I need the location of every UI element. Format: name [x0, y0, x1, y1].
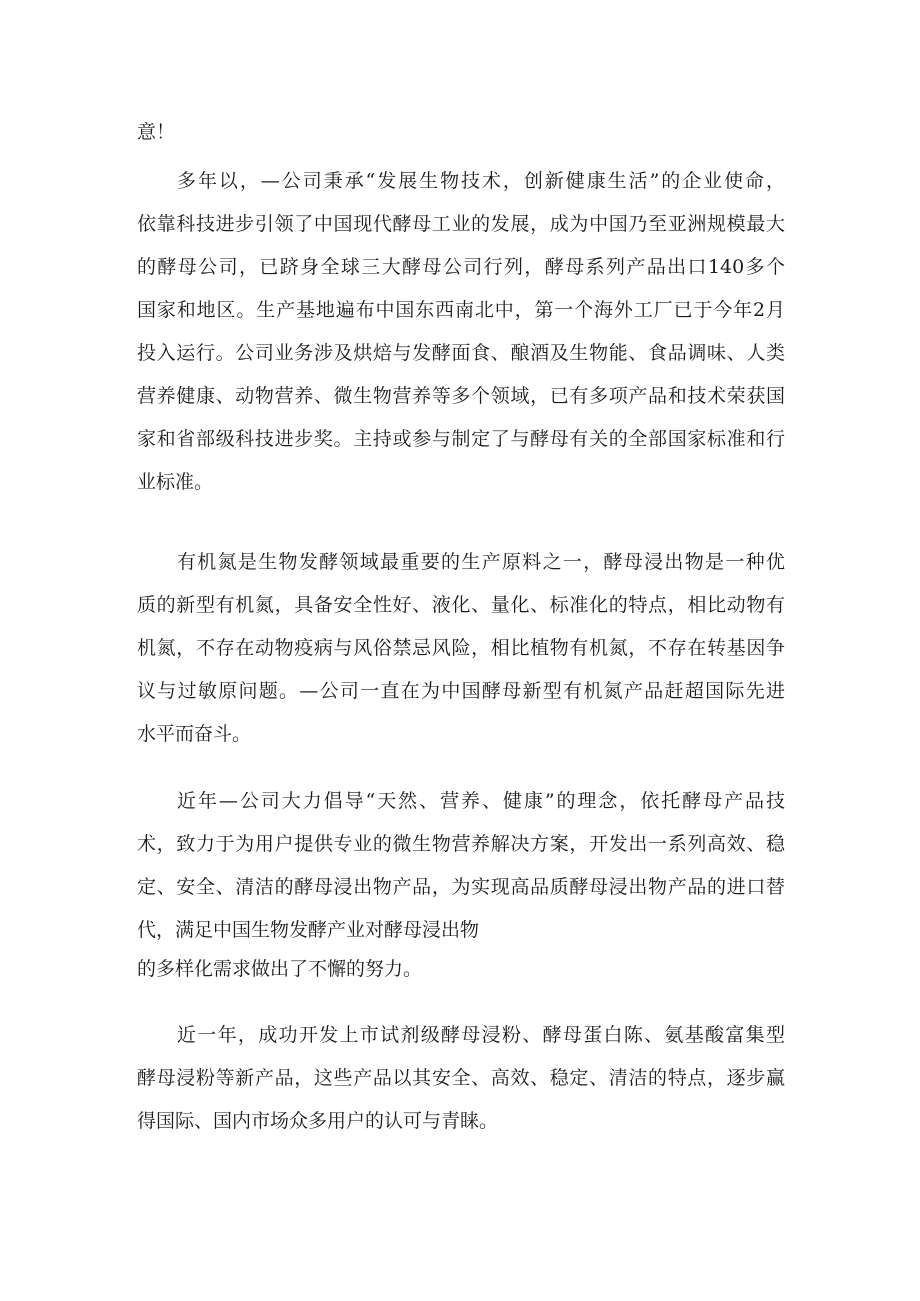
text-line: 质的新型有机氮，具备安全性好、液化、量化、标准化的特点，相比动物有 [137, 594, 785, 616]
text-line: 代，满足中国生物发酵产业对酵母浸出物 [137, 919, 480, 941]
text-line: 投入运行。公司业务涉及烘焙与发酵面食、酿酒及生物能、食品调味、人类 [137, 342, 785, 364]
text-line: 有机氮是生物发酵领域最重要的生产原料之一，酵母浸出物是一种优 [177, 551, 785, 573]
text-line: 水平而奋斗。 [137, 723, 252, 745]
text-line: 定、安全、清洁的酵母浸出物产品，为实现高品质酵母浸出物产品的进口替 [137, 876, 785, 898]
text-line: 营养健康、动物营养、微生物营养等多个领域，已有多项产品和技术荣获国 [137, 385, 785, 407]
text-line: 酵母浸粉等新产品，这些产品以其安全、高效、稳定、清洁的特点，逐步赢 [137, 1067, 785, 1089]
text-line: 术，致力于为用户提供专业的微生物营养解决方案，开发出一系列高效、稳 [137, 833, 785, 855]
text-line: 议与过敏原问题。—公司一直在为中国酵母新型有机氮产品赶超国际先进 [137, 680, 785, 702]
text-line: 国家和地区。生产基地遍布中国东西南北中，第一个海外工厂已于今年2月 [137, 299, 785, 321]
text-line: 得国际、国内市场众多用户的认可与青睐。 [137, 1110, 499, 1132]
text-line: 依靠科技进步引领了中国现代酵母工业的发展，成为中国乃至亚洲规模最大 [137, 213, 785, 235]
text-line: 多年以，—公司秉承“发展生物技术，创新健康生活”的企业使命， [177, 170, 785, 192]
text-line: 业标准。 [137, 471, 214, 493]
text-line: 家和省部级科技进步奖。主持或参与制定了与酵母有关的全部国家标准和行 [137, 428, 785, 450]
text-line: 近年—公司大力倡导“天然、营养、健康”的理念，依托酵母产品技 [177, 790, 785, 812]
text-line: 近一年，成功开发上市试剂级酵母浸粉、酵母蛋白陈、氨基酸富集型 [177, 1024, 785, 1046]
text-line: 机氮，不存在动物疫病与风俗禁忌风险，相比植物有机氮，不存在转基因争 [137, 637, 785, 659]
text-line: 的多样化需求做出了不懈的努力。 [137, 958, 423, 980]
text-line: 的酵母公司，已跻身全球三大酵母公司行列，酵母系列产品出口140多个 [137, 256, 785, 278]
text-line: 意！ [137, 121, 176, 143]
